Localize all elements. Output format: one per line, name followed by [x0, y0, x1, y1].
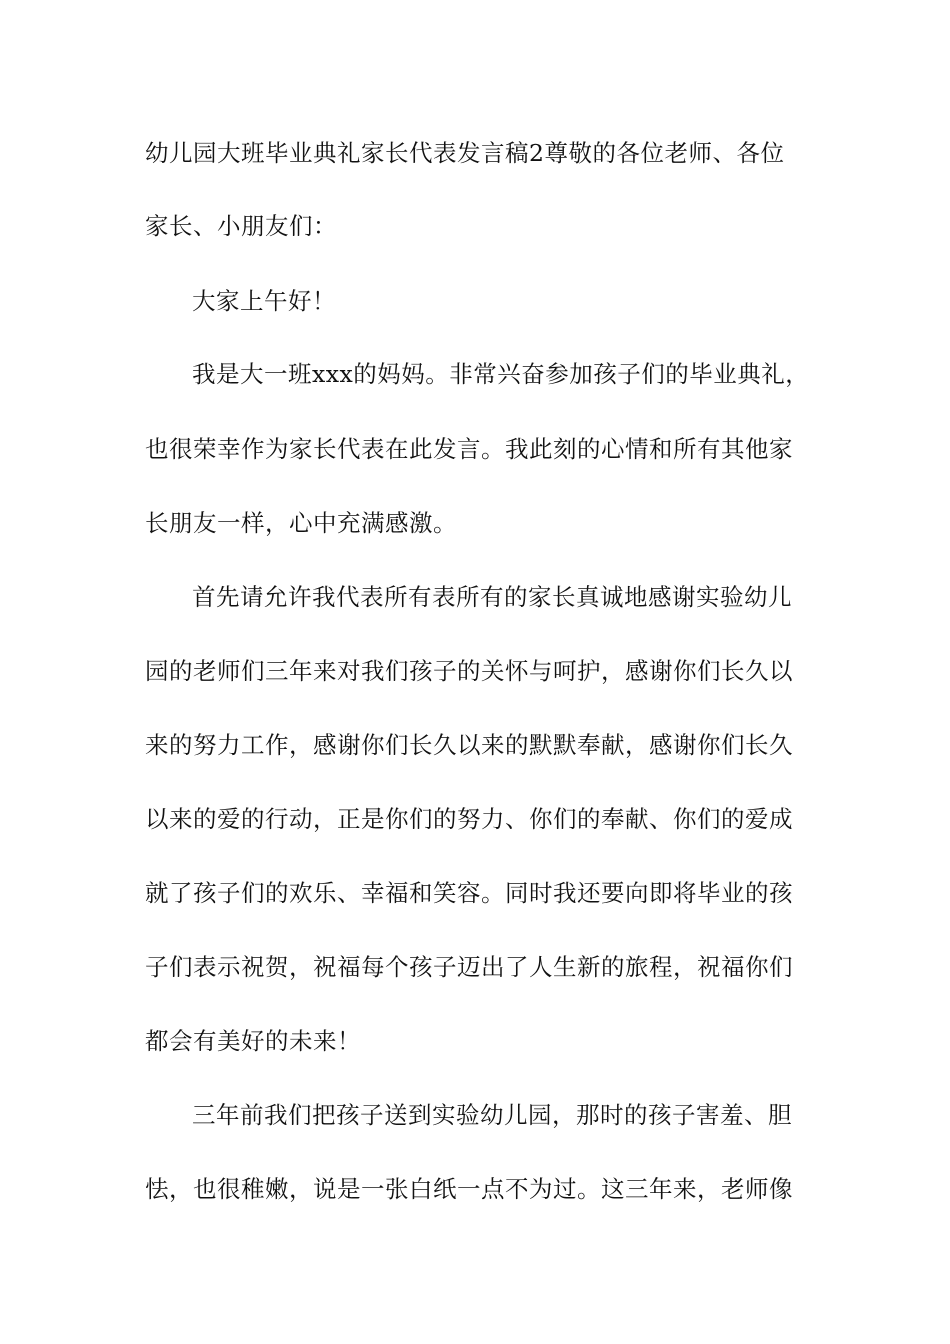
text-line: 幼儿园大班毕业典礼家长代表发言稿2尊敬的各位老师、各位 — [145, 139, 785, 167]
text-line: 子们表示祝贺，祝福每个孩子迈出了人生新的旅程，祝福你们 — [145, 953, 793, 981]
text-line: 园的老师们三年来对我们孩子的关怀与呵护，感谢你们长久以 — [145, 657, 793, 685]
text-line: 家长、小朋友们： — [145, 212, 337, 240]
text-line: 三年前我们把孩子送到实验幼儿园，那时的孩子害羞、胆 — [192, 1101, 792, 1129]
text-line: 长朋友一样，心中充满感激。 — [145, 509, 457, 537]
text-line: 来的努力工作，感谢你们长久以来的默默奉献，感谢你们长久 — [145, 731, 793, 759]
text-line: 以来的爱的行动，正是你们的努力、你们的奉献、你们的爱成 — [145, 805, 793, 833]
text-line: 也很荣幸作为家长代表在此发言。我此刻的心情和所有其他家 — [145, 435, 793, 463]
text-line: 怯，也很稚嫩，说是一张白纸一点不为过。这三年来，老师像 — [145, 1175, 793, 1203]
text-line: 首先请允许我代表所有表所有的家长真诚地感谢实验幼儿 — [192, 583, 792, 611]
text-line: 就了孩子们的欢乐、幸福和笑容。同时我还要向即将毕业的孩 — [145, 879, 793, 907]
text-line: 大家上午好！ — [192, 287, 336, 315]
text-line: 都会有美好的未来！ — [145, 1027, 361, 1055]
text-line: 我是大一班xxx的妈妈。非常兴奋参加孩子们的毕业典礼， — [192, 360, 810, 388]
